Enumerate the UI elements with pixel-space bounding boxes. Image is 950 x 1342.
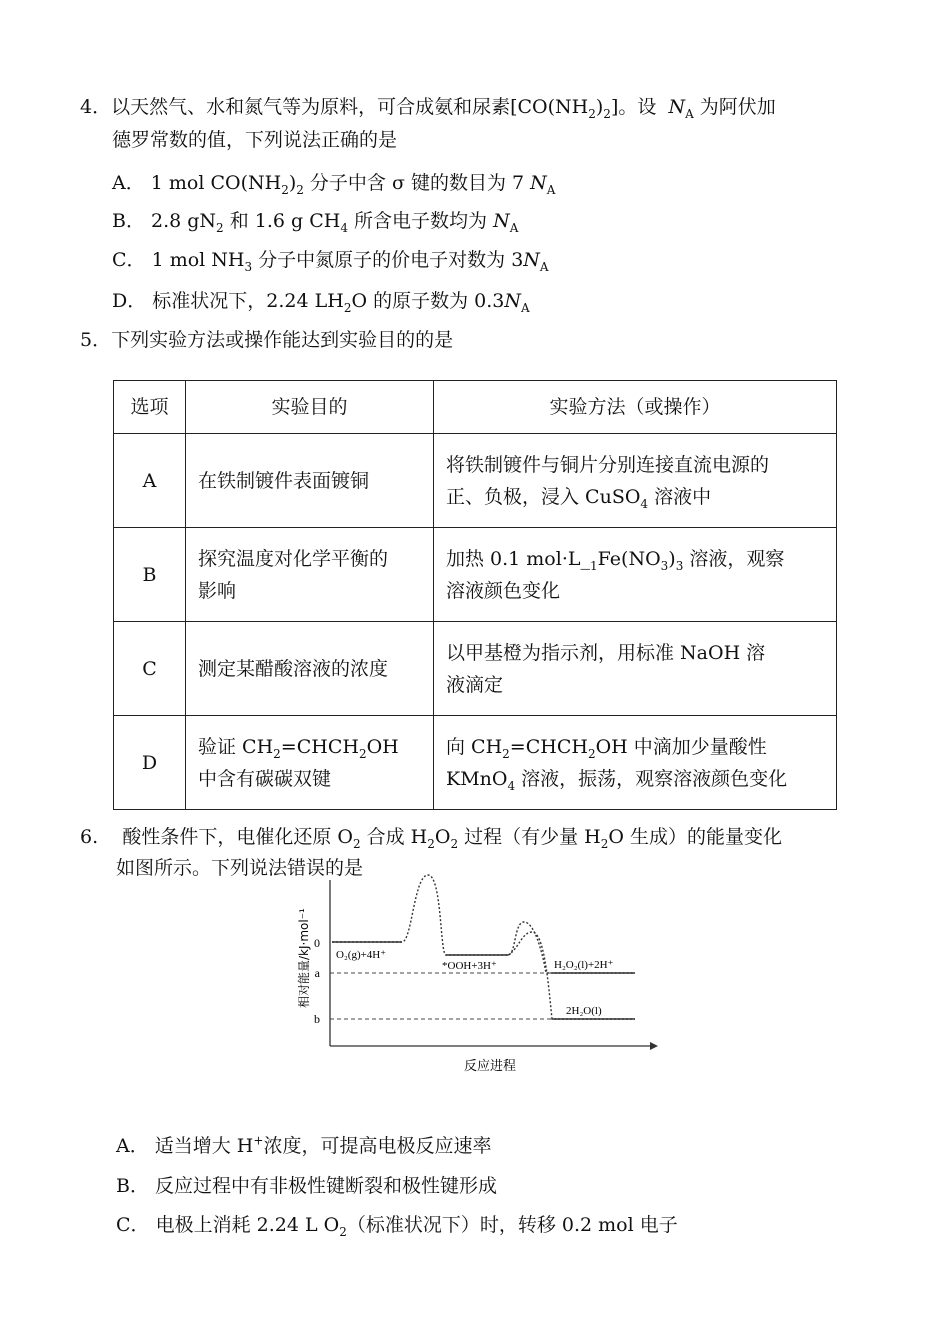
state-label-2: *OOH+3H⁺ <box>442 960 497 972</box>
q4-stem-line1: 4．以天然气、水和氮气等为原料，可合成氨和尿素$[CO(NH_2)_2]$。设 $N_A$ 为阿伏加 <box>80 96 776 121</box>
q4-number: 4． <box>80 96 112 118</box>
tick-b: b <box>314 1012 320 1026</box>
y-axis-label: 相对能量/kJ·mol⁻¹ <box>297 908 311 1008</box>
q4-option-a: A． 1 mol $CO(NH_2)_2$ 分子中含 σ 键的数目为 7 $N_A$ <box>112 172 556 197</box>
row-option: D <box>114 716 186 810</box>
tick-a: a <box>314 966 320 980</box>
q5-number: 5． <box>80 329 112 351</box>
row-option: A <box>114 434 186 528</box>
row-goal: 测定某醋酸溶液的浓度 <box>186 622 434 716</box>
row-goal: 验证 $CH_2=CHCH_2OH$ 中含有碳碳双键 <box>186 716 434 810</box>
header-option: 选项 <box>114 381 186 434</box>
q4-option-b: B． 2.8 $gN_2$ 和 1.6 g $CH_4$ 所含电子数均为 $N_A$ <box>112 210 519 235</box>
table-row <box>114 716 837 810</box>
row-option: B <box>114 528 186 622</box>
state-label-4: 2H₂O(l) <box>566 1005 602 1017</box>
row-option: C <box>114 622 186 716</box>
row-method: 以甲基橙为指示剂，用标准 NaOH 溶 液滴定 <box>434 622 837 716</box>
q6-option-b: B． 反应过程中有非极性键断裂和极性键形成 <box>116 1175 498 1197</box>
q4-stem-line2: 德罗常数的值，下列说法正确的是 <box>112 129 398 151</box>
row-method: 向 $CH_2=CHCH_2OH$ 中滴加少量酸性 KMnO$_4$ 溶液，振荡，观察溶液颜色变化 <box>434 716 837 810</box>
q6-option-c: C． 电极上消耗 2.24 L $O_2$（标准状况下）时，转移 0.2 mol 电子 <box>116 1214 678 1239</box>
energy-diagram <box>290 870 670 1080</box>
header-method: 实验方法（或操作） <box>434 381 837 434</box>
row-goal: 在铁制镀件表面镀铜 <box>186 434 434 528</box>
state-label-3: H₂O₂(l)+2H⁺ <box>554 959 614 971</box>
x-axis-arrow <box>650 1042 658 1050</box>
q4-option-d: D． 标准状况下，2.24 $LH_2O$ 的原子数为 $0.3N_A$ <box>112 290 530 315</box>
table-header-row <box>114 381 837 434</box>
q6-number: 6. <box>80 826 99 848</box>
x-axis-label: 反应进程 <box>463 1059 517 1074</box>
q5-stem: 5．下列实验方法或操作能达到实验目的的是 <box>80 329 454 351</box>
tick-zero: 0 <box>314 936 320 950</box>
experiment-table <box>113 380 837 810</box>
q6-stem-line2: 如图所示。下列说法错误的是 <box>116 857 364 879</box>
table-row <box>114 528 837 622</box>
q4-option-c: C． 1 mol $NH_3$ 分子中氮原子的价电子对数为 $3N_A$ <box>112 249 549 274</box>
q6-option-a: A． 适当增大 H+浓度，可提高电极反应速率 <box>116 1133 492 1157</box>
row-goal: 探究温度对化学平衡的 影响 <box>186 528 434 622</box>
header-goal: 实验目的 <box>186 381 434 434</box>
row-method: 加热 0.1 $mol\cdot L\__1Fe(NO_3)_3$ 溶液，观察 溶液颜色变化 <box>434 528 837 622</box>
state-label-1: O₂(g)+4H⁺ <box>336 949 387 961</box>
q6-stem-line1: 6. 酸性条件下，电催化还原 $O_2$ 合成 $H_2O_2$ 过程（有少量 $H_2O$ 生成）的能量变化 <box>80 826 783 851</box>
row-method: 将铁制镀件与铜片分别连接直流电源的 正、负极，浸入 CuSO$_4$ 溶液中 <box>434 434 837 528</box>
table-row <box>114 434 837 528</box>
table-row <box>114 622 837 716</box>
